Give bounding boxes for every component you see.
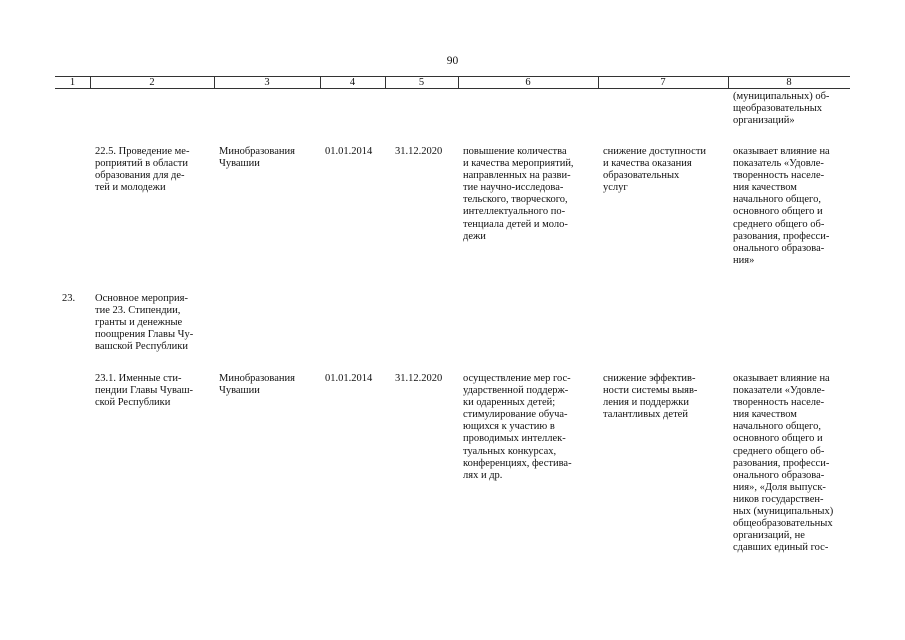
text-line: тие 23. Стипендии, <box>95 305 181 317</box>
text-line: начального общего, <box>733 194 821 206</box>
text-line: услуг <box>603 182 628 194</box>
text-line: стимулирование обуча- <box>463 409 568 421</box>
text-line: ской Республики <box>95 397 171 409</box>
text-line: роприятий в области <box>95 158 188 170</box>
row-indicator <box>733 373 845 554</box>
text-line: пендии Главы Чуваш- <box>95 385 194 397</box>
row-consequence <box>603 373 721 421</box>
text-line: щеобразовательных <box>733 103 822 115</box>
text-line: повышение количества <box>463 146 567 157</box>
header-col-5: 5 <box>418 77 425 88</box>
row-number: 23. <box>62 293 76 304</box>
header-col-4: 4 <box>349 77 356 88</box>
text-line: Чувашии <box>219 385 260 397</box>
text-line: среднего общего об- <box>733 218 825 230</box>
text-line: талантливых детей <box>603 409 688 421</box>
text-line: тей и молодежи <box>95 182 166 194</box>
text-line: проводимых интеллек- <box>463 433 566 445</box>
text-line: конференциях, фестива- <box>463 457 572 469</box>
text-line: ников государствен- <box>733 493 824 505</box>
row-expected-result <box>463 146 593 243</box>
text-line: творенность населе- <box>733 170 825 182</box>
text-line: лях и др. <box>463 469 503 481</box>
text-line: образовательных <box>603 170 680 182</box>
text-line: онального образова- <box>733 469 825 481</box>
text-line: поощрения Главы Чу- <box>95 329 194 341</box>
text-line: ударственной поддерж- <box>463 385 569 397</box>
header-bottom-border <box>55 88 850 89</box>
header-col-7: 7 <box>660 77 666 88</box>
text-line: дежи <box>463 230 486 242</box>
text-line: туальных конкурсах, <box>463 445 557 457</box>
text-line: сдавших единый гос- <box>733 542 829 554</box>
row-start-date: 01.01.2014 <box>325 373 373 384</box>
text-line: общеобразовательных <box>733 518 833 530</box>
text-line: онального образова- <box>733 242 825 254</box>
row-end-date: 31.12.2020 <box>395 373 443 384</box>
text-line: среднего общего об- <box>733 445 825 457</box>
row-indicator <box>733 146 845 267</box>
header-col-6: 6 <box>525 77 531 88</box>
text-line: разования, професси- <box>733 457 830 469</box>
text-line: снижение эффектив- <box>603 373 696 384</box>
text-line: гранты и денежные <box>95 317 183 329</box>
text-line: Чувашии <box>219 158 260 170</box>
header-col-1: 1 <box>69 77 76 88</box>
row-expected-result <box>463 373 593 482</box>
text-line: вашской Республики <box>95 341 188 353</box>
text-line: и качества мероприятий, <box>463 158 574 170</box>
text-line: ющихся к участию в <box>463 421 555 433</box>
text-line: тие научно-исследова- <box>463 182 564 194</box>
text-line: Основное мероприя- <box>95 293 188 304</box>
header-col-8: 8 <box>786 77 792 88</box>
text-line: организаций, не <box>733 530 805 542</box>
text-line: осуществление мер гос- <box>463 373 571 384</box>
row-activity-name <box>95 293 209 353</box>
text-line: начального общего, <box>733 421 821 433</box>
text-line: оказывает влияние на <box>733 146 830 157</box>
row-activity-name <box>95 146 209 194</box>
text-line: показатель «Удовле- <box>733 158 824 170</box>
text-line: ных (муниципальных) <box>733 506 834 518</box>
text-line: тельского, творческого, <box>463 194 568 206</box>
text-line: ния», «Доля выпуск- <box>733 481 826 493</box>
text-line: Минобразования <box>219 373 295 384</box>
row-end-date: 31.12.2020 <box>395 146 443 157</box>
text-line: основного общего и <box>733 206 823 218</box>
text-line: направленных на разви- <box>463 170 571 182</box>
header-col-3: 3 <box>264 77 270 88</box>
text-line: оказывает влияние на <box>733 373 830 384</box>
text-line: ления и поддержки <box>603 397 689 409</box>
text-line: творенность населе- <box>733 397 825 409</box>
text-line: и качества оказания <box>603 158 692 170</box>
text-line: ния качеством <box>733 182 797 194</box>
page-number: 90 <box>446 55 459 67</box>
text-line: основного общего и <box>733 433 823 445</box>
text-line: образования для де- <box>95 170 185 182</box>
text-line: (муниципальных) об- <box>733 91 830 102</box>
text-line: показатели «Удовле- <box>733 385 825 397</box>
header-col-2: 2 <box>149 77 155 88</box>
row-activity-name <box>95 373 209 409</box>
row-consequence <box>603 146 721 194</box>
row-executor <box>219 146 317 170</box>
text-line: организаций» <box>733 115 795 127</box>
text-line: разования, професси- <box>733 230 830 242</box>
text-line: 22.5. Проведение ме- <box>95 146 190 157</box>
text-line: интеллектуального по- <box>463 206 566 218</box>
text-line: Минобразования <box>219 146 295 157</box>
continuation-indicator <box>733 91 845 127</box>
row-start-date: 01.01.2014 <box>325 146 373 157</box>
row-executor <box>219 373 317 397</box>
text-line: тенциала детей и моло- <box>463 218 568 230</box>
text-line: ности системы выяв- <box>603 385 698 397</box>
text-line: ния» <box>733 254 755 266</box>
text-line: 23.1. Именные сти- <box>95 373 182 384</box>
text-line: ния качеством <box>733 409 797 421</box>
text-line: ки одаренных детей; <box>463 397 556 409</box>
text-line: снижение доступности <box>603 146 707 157</box>
